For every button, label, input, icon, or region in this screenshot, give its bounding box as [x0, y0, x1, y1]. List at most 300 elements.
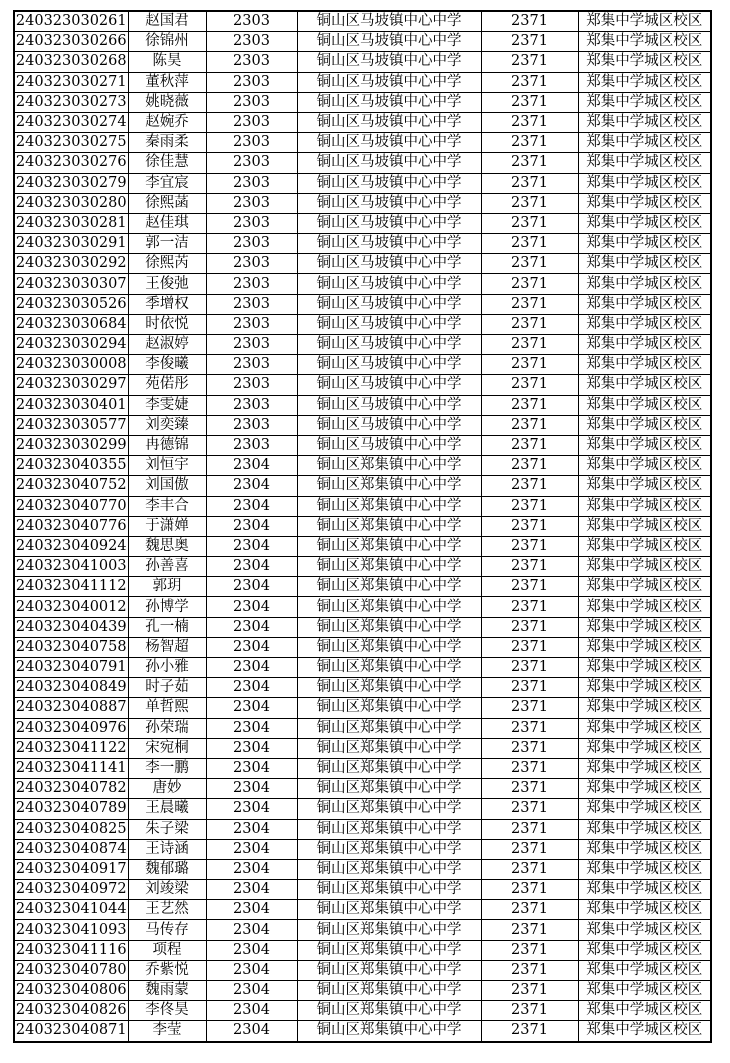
target-code-cell: 2371: [481, 415, 578, 435]
target-school-cell: 郑集中学城区校区: [578, 173, 711, 193]
table-row: [14, 557, 711, 577]
target-school-cell: 郑集中学城区校区: [578, 133, 711, 153]
target-school-cell: 郑集中学城区校区: [578, 314, 711, 334]
school-name-cell: 铜山区马坡镇中心中学: [297, 294, 481, 314]
school-name-cell: 铜山区马坡镇中心中学: [297, 112, 481, 132]
student-id-cell: 240323030274: [14, 112, 128, 132]
school-name-cell: 铜山区郑集镇中心中学: [297, 1001, 481, 1021]
table-row: [14, 32, 711, 52]
student-id-cell: 240323030684: [14, 314, 128, 334]
table-row: [14, 234, 711, 254]
class-code-cell: 2303: [206, 92, 297, 112]
target-code-cell: 2371: [481, 274, 578, 294]
student-name-cell: 李莹: [128, 1021, 206, 1042]
student-name-cell: 项程: [128, 940, 206, 960]
class-code-cell: 2304: [206, 577, 297, 597]
class-code-cell: 2304: [206, 839, 297, 859]
target-code-cell: 2371: [481, 658, 578, 678]
school-name-cell: 铜山区马坡镇中心中学: [297, 415, 481, 435]
student-name-cell: 姚晓薇: [128, 92, 206, 112]
target-code-cell: 2371: [481, 940, 578, 960]
target-school-cell: 郑集中学城区校区: [578, 153, 711, 173]
table-row: [14, 819, 711, 839]
roster-sheet: [13, 10, 710, 1043]
target-school-cell: 郑集中学城区校区: [578, 940, 711, 960]
school-name-cell: 铜山区郑集镇中心中学: [297, 496, 481, 516]
student-name-cell: 王晨曦: [128, 799, 206, 819]
table-row: [14, 839, 711, 859]
student-id-cell: 240323030268: [14, 52, 128, 72]
target-code-cell: 2371: [481, 375, 578, 395]
table-row: [14, 637, 711, 657]
school-name-cell: 铜山区郑集镇中心中学: [297, 738, 481, 758]
class-code-cell: 2303: [206, 112, 297, 132]
target-code-cell: 2371: [481, 597, 578, 617]
class-code-cell: 2303: [206, 335, 297, 355]
target-school-cell: 郑集中学城区校区: [578, 112, 711, 132]
student-name-cell: 孙荣瑞: [128, 718, 206, 738]
school-name-cell: 铜山区马坡镇中心中学: [297, 435, 481, 455]
target-school-cell: 郑集中学城区校区: [578, 658, 711, 678]
target-school-cell: 郑集中学城区校区: [578, 375, 711, 395]
target-code-cell: 2371: [481, 637, 578, 657]
school-name-cell: 铜山区郑集镇中心中学: [297, 920, 481, 940]
student-id-cell: 240323030273: [14, 92, 128, 112]
target-school-cell: 郑集中学城区校区: [578, 335, 711, 355]
student-name-cell: 徐锦州: [128, 32, 206, 52]
student-id-cell: 240323041122: [14, 738, 128, 758]
student-id-cell: 240323030526: [14, 294, 128, 314]
student-name-cell: 李丰合: [128, 496, 206, 516]
student-name-cell: 时依悦: [128, 314, 206, 334]
target-code-cell: 2371: [481, 153, 578, 173]
target-code-cell: 2371: [481, 32, 578, 52]
student-id-cell: 240323040972: [14, 880, 128, 900]
target-code-cell: 2371: [481, 456, 578, 476]
target-school-cell: 郑集中学城区校区: [578, 1021, 711, 1042]
table-row: [14, 960, 711, 980]
class-code-cell: 2303: [206, 435, 297, 455]
class-code-cell: 2303: [206, 254, 297, 274]
student-name-cell: 徐熙芮: [128, 254, 206, 274]
admission-table: [13, 10, 712, 1043]
target-school-cell: 郑集中学城区校区: [578, 880, 711, 900]
class-code-cell: 2303: [206, 72, 297, 92]
student-id-cell: 240323040825: [14, 819, 128, 839]
class-code-cell: 2304: [206, 880, 297, 900]
student-id-cell: 240323040758: [14, 637, 128, 657]
student-id-cell: 240323041003: [14, 557, 128, 577]
target-code-cell: 2371: [481, 72, 578, 92]
student-name-cell: 孔一楠: [128, 617, 206, 637]
student-id-cell: 240323030292: [14, 254, 128, 274]
school-name-cell: 铜山区郑集镇中心中学: [297, 597, 481, 617]
target-code-cell: 2371: [481, 799, 578, 819]
class-code-cell: 2303: [206, 133, 297, 153]
class-code-cell: 2304: [206, 658, 297, 678]
class-code-cell: 2303: [206, 32, 297, 52]
student-id-cell: 240323040887: [14, 698, 128, 718]
student-name-cell: 董秋萍: [128, 72, 206, 92]
target-school-cell: 郑集中学城区校区: [578, 72, 711, 92]
target-school-cell: 郑集中学城区校区: [578, 698, 711, 718]
table-row: [14, 173, 711, 193]
student-name-cell: 于潇婵: [128, 516, 206, 536]
table-row: [14, 940, 711, 960]
table-row: [14, 496, 711, 516]
class-code-cell: 2303: [206, 234, 297, 254]
student-name-cell: 孙善喜: [128, 557, 206, 577]
school-name-cell: 铜山区马坡镇中心中学: [297, 92, 481, 112]
target-code-cell: 2371: [481, 779, 578, 799]
student-name-cell: 孙博学: [128, 597, 206, 617]
school-name-cell: 铜山区郑集镇中心中学: [297, 678, 481, 698]
table-row: [14, 355, 711, 375]
target-school-cell: 郑集中学城区校区: [578, 577, 711, 597]
target-code-cell: 2371: [481, 557, 578, 577]
school-name-cell: 铜山区马坡镇中心中学: [297, 274, 481, 294]
student-id-cell: 240323040355: [14, 456, 128, 476]
class-code-cell: 2303: [206, 173, 297, 193]
class-code-cell: 2304: [206, 456, 297, 476]
table-row: [14, 738, 711, 758]
class-code-cell: 2303: [206, 294, 297, 314]
target-code-cell: 2371: [481, 738, 578, 758]
target-school-cell: 郑集中学城区校区: [578, 274, 711, 294]
student-name-cell: 李宜宸: [128, 173, 206, 193]
student-id-cell: 240323030577: [14, 415, 128, 435]
student-id-cell: 240323040012: [14, 597, 128, 617]
class-code-cell: 2304: [206, 1001, 297, 1021]
target-school-cell: 郑集中学城区校区: [578, 718, 711, 738]
table-row: [14, 395, 711, 415]
school-name-cell: 铜山区马坡镇中心中学: [297, 213, 481, 233]
school-name-cell: 铜山区马坡镇中心中学: [297, 32, 481, 52]
student-id-cell: 240323030307: [14, 274, 128, 294]
target-code-cell: 2371: [481, 335, 578, 355]
student-id-cell: 240323030266: [14, 32, 128, 52]
table-row: [14, 617, 711, 637]
student-id-cell: 240323040849: [14, 678, 128, 698]
table-row: [14, 52, 711, 72]
school-name-cell: 铜山区马坡镇中心中学: [297, 355, 481, 375]
target-code-cell: 2371: [481, 516, 578, 536]
target-code-cell: 2371: [481, 678, 578, 698]
target-code-cell: 2371: [481, 112, 578, 132]
table-row: [14, 758, 711, 778]
target-code-cell: 2371: [481, 395, 578, 415]
student-name-cell: 宋宛桐: [128, 738, 206, 758]
class-code-cell: 2303: [206, 213, 297, 233]
school-name-cell: 铜山区郑集镇中心中学: [297, 900, 481, 920]
school-name-cell: 铜山区郑集镇中心中学: [297, 819, 481, 839]
student-name-cell: 李俊曦: [128, 355, 206, 375]
student-name-cell: 魏郁璐: [128, 859, 206, 879]
target-code-cell: 2371: [481, 496, 578, 516]
school-name-cell: 铜山区郑集镇中心中学: [297, 940, 481, 960]
class-code-cell: 2304: [206, 859, 297, 879]
target-code-cell: 2371: [481, 1021, 578, 1042]
target-school-cell: 郑集中学城区校区: [578, 234, 711, 254]
table-row: [14, 799, 711, 819]
school-name-cell: 铜山区郑集镇中心中学: [297, 637, 481, 657]
target-school-cell: 郑集中学城区校区: [578, 637, 711, 657]
student-name-cell: 苑偌彤: [128, 375, 206, 395]
target-school-cell: 郑集中学城区校区: [578, 678, 711, 698]
table-row: [14, 476, 711, 496]
student-name-cell: 刘恒宇: [128, 456, 206, 476]
school-name-cell: 铜山区郑集镇中心中学: [297, 758, 481, 778]
table-row: [14, 112, 711, 132]
student-name-cell: 刘奕臻: [128, 415, 206, 435]
target-school-cell: 郑集中学城区校区: [578, 738, 711, 758]
student-id-cell: 240323030280: [14, 193, 128, 213]
school-name-cell: 铜山区马坡镇中心中学: [297, 11, 481, 32]
target-code-cell: 2371: [481, 880, 578, 900]
table-row: [14, 11, 711, 32]
student-id-cell: 240323040917: [14, 859, 128, 879]
table-row: [14, 718, 711, 738]
target-code-cell: 2371: [481, 859, 578, 879]
table-row: [14, 981, 711, 1001]
class-code-cell: 2304: [206, 799, 297, 819]
target-school-cell: 郑集中学城区校区: [578, 1001, 711, 1021]
target-school-cell: 郑集中学城区校区: [578, 900, 711, 920]
school-name-cell: 铜山区郑集镇中心中学: [297, 698, 481, 718]
class-code-cell: 2304: [206, 900, 297, 920]
target-code-cell: 2371: [481, 355, 578, 375]
student-id-cell: 240323041116: [14, 940, 128, 960]
table-row: [14, 415, 711, 435]
student-name-cell: 魏雨蒙: [128, 981, 206, 1001]
target-code-cell: 2371: [481, 920, 578, 940]
student-id-cell: 240323040976: [14, 718, 128, 738]
school-name-cell: 铜山区郑集镇中心中学: [297, 859, 481, 879]
student-name-cell: 郭玥: [128, 577, 206, 597]
table-row: [14, 859, 711, 879]
target-code-cell: 2371: [481, 1001, 578, 1021]
school-name-cell: 铜山区郑集镇中心中学: [297, 476, 481, 496]
class-code-cell: 2304: [206, 758, 297, 778]
target-school-cell: 郑集中学城区校区: [578, 52, 711, 72]
student-id-cell: 240323030276: [14, 153, 128, 173]
target-code-cell: 2371: [481, 617, 578, 637]
table-body: [14, 11, 711, 1042]
target-code-cell: 2371: [481, 254, 578, 274]
school-name-cell: 铜山区郑集镇中心中学: [297, 617, 481, 637]
table-row: [14, 213, 711, 233]
school-name-cell: 铜山区马坡镇中心中学: [297, 395, 481, 415]
student-id-cell: 240323040776: [14, 516, 128, 536]
target-code-cell: 2371: [481, 52, 578, 72]
target-code-cell: 2371: [481, 981, 578, 1001]
class-code-cell: 2304: [206, 536, 297, 556]
student-id-cell: 240323030271: [14, 72, 128, 92]
class-code-cell: 2304: [206, 718, 297, 738]
school-name-cell: 铜山区郑集镇中心中学: [297, 960, 481, 980]
table-row: [14, 456, 711, 476]
class-code-cell: 2304: [206, 940, 297, 960]
target-school-cell: 郑集中学城区校区: [578, 819, 711, 839]
student-id-cell: 240323040752: [14, 476, 128, 496]
class-code-cell: 2303: [206, 375, 297, 395]
target-school-cell: 郑集中学城区校区: [578, 839, 711, 859]
school-name-cell: 铜山区马坡镇中心中学: [297, 153, 481, 173]
target-school-cell: 郑集中学城区校区: [578, 981, 711, 1001]
class-code-cell: 2304: [206, 678, 297, 698]
class-code-cell: 2304: [206, 981, 297, 1001]
target-school-cell: 郑集中学城区校区: [578, 92, 711, 112]
target-school-cell: 郑集中学城区校区: [578, 536, 711, 556]
target-school-cell: 郑集中学城区校区: [578, 597, 711, 617]
school-name-cell: 铜山区郑集镇中心中学: [297, 536, 481, 556]
target-code-cell: 2371: [481, 234, 578, 254]
student-id-cell: 240323041112: [14, 577, 128, 597]
student-name-cell: 朱子梁: [128, 819, 206, 839]
class-code-cell: 2303: [206, 395, 297, 415]
student-id-cell: 240323030281: [14, 213, 128, 233]
class-code-cell: 2303: [206, 11, 297, 32]
target-code-cell: 2371: [481, 536, 578, 556]
school-name-cell: 铜山区郑集镇中心中学: [297, 557, 481, 577]
target-code-cell: 2371: [481, 314, 578, 334]
school-name-cell: 铜山区马坡镇中心中学: [297, 375, 481, 395]
target-school-cell: 郑集中学城区校区: [578, 415, 711, 435]
student-id-cell: 240323030279: [14, 173, 128, 193]
school-name-cell: 铜山区郑集镇中心中学: [297, 516, 481, 536]
table-row: [14, 597, 711, 617]
class-code-cell: 2304: [206, 920, 297, 940]
student-name-cell: 杨智超: [128, 637, 206, 657]
table-row: [14, 900, 711, 920]
school-name-cell: 铜山区郑集镇中心中学: [297, 658, 481, 678]
class-code-cell: 2303: [206, 153, 297, 173]
target-code-cell: 2371: [481, 960, 578, 980]
target-school-cell: 郑集中学城区校区: [578, 617, 711, 637]
student-name-cell: 王诗涵: [128, 839, 206, 859]
class-code-cell: 2304: [206, 516, 297, 536]
student-name-cell: 单哲熙: [128, 698, 206, 718]
student-id-cell: 240323040924: [14, 536, 128, 556]
table-row: [14, 375, 711, 395]
target-school-cell: 郑集中学城区校区: [578, 395, 711, 415]
student-id-cell: 240323030297: [14, 375, 128, 395]
student-name-cell: 李雯婕: [128, 395, 206, 415]
school-name-cell: 铜山区郑集镇中心中学: [297, 799, 481, 819]
table-row: [14, 880, 711, 900]
school-name-cell: 铜山区郑集镇中心中学: [297, 779, 481, 799]
student-id-cell: 240323040780: [14, 960, 128, 980]
class-code-cell: 2304: [206, 779, 297, 799]
table-row: [14, 678, 711, 698]
target-code-cell: 2371: [481, 435, 578, 455]
student-id-cell: 240323030261: [14, 11, 128, 32]
target-code-cell: 2371: [481, 294, 578, 314]
school-name-cell: 铜山区马坡镇中心中学: [297, 193, 481, 213]
student-id-cell: 240323041141: [14, 758, 128, 778]
school-name-cell: 铜山区马坡镇中心中学: [297, 133, 481, 153]
student-id-cell: 240323040791: [14, 658, 128, 678]
target-school-cell: 郑集中学城区校区: [578, 11, 711, 32]
student-name-cell: 郭一洁: [128, 234, 206, 254]
table-row: [14, 92, 711, 112]
class-code-cell: 2304: [206, 557, 297, 577]
class-code-cell: 2304: [206, 496, 297, 516]
target-school-cell: 郑集中学城区校区: [578, 557, 711, 577]
class-code-cell: 2303: [206, 52, 297, 72]
student-name-cell: 马传存: [128, 920, 206, 940]
student-name-cell: 徐佳慧: [128, 153, 206, 173]
target-code-cell: 2371: [481, 718, 578, 738]
table-row: [14, 335, 711, 355]
target-school-cell: 郑集中学城区校区: [578, 758, 711, 778]
target-code-cell: 2371: [481, 476, 578, 496]
target-code-cell: 2371: [481, 900, 578, 920]
table-row: [14, 153, 711, 173]
target-school-cell: 郑集中学城区校区: [578, 920, 711, 940]
table-row: [14, 536, 711, 556]
target-code-cell: 2371: [481, 133, 578, 153]
target-school-cell: 郑集中学城区校区: [578, 779, 711, 799]
table-row: [14, 193, 711, 213]
school-name-cell: 铜山区郑集镇中心中学: [297, 718, 481, 738]
student-name-cell: 王艺然: [128, 900, 206, 920]
student-name-cell: 陈昊: [128, 52, 206, 72]
student-name-cell: 赵国君: [128, 11, 206, 32]
student-id-cell: 240323040782: [14, 779, 128, 799]
student-id-cell: 240323040770: [14, 496, 128, 516]
student-id-cell: 240323030401: [14, 395, 128, 415]
student-id-cell: 240323030275: [14, 133, 128, 153]
student-name-cell: 唐妙: [128, 779, 206, 799]
student-name-cell: 李佟昊: [128, 1001, 206, 1021]
table-row: [14, 1001, 711, 1021]
target-code-cell: 2371: [481, 819, 578, 839]
table-row: [14, 1021, 711, 1042]
student-name-cell: 乔紫悦: [128, 960, 206, 980]
target-code-cell: 2371: [481, 577, 578, 597]
table-row: [14, 577, 711, 597]
class-code-cell: 2304: [206, 1021, 297, 1042]
student-name-cell: 魏思奥: [128, 536, 206, 556]
target-code-cell: 2371: [481, 11, 578, 32]
target-code-cell: 2371: [481, 698, 578, 718]
student-id-cell: 240323030291: [14, 234, 128, 254]
target-school-cell: 郑集中学城区校区: [578, 799, 711, 819]
school-name-cell: 铜山区马坡镇中心中学: [297, 335, 481, 355]
table-row: [14, 133, 711, 153]
target-code-cell: 2371: [481, 173, 578, 193]
student-name-cell: 李一鹏: [128, 758, 206, 778]
target-school-cell: 郑集中学城区校区: [578, 496, 711, 516]
school-name-cell: 铜山区郑集镇中心中学: [297, 456, 481, 476]
student-id-cell: 240323040874: [14, 839, 128, 859]
student-name-cell: 刘竣梁: [128, 880, 206, 900]
student-id-cell: 240323040806: [14, 981, 128, 1001]
target-school-cell: 郑集中学城区校区: [578, 294, 711, 314]
target-school-cell: 郑集中学城区校区: [578, 516, 711, 536]
table-row: [14, 294, 711, 314]
table-row: [14, 254, 711, 274]
school-name-cell: 铜山区马坡镇中心中学: [297, 314, 481, 334]
table-row: [14, 779, 711, 799]
student-name-cell: 王俊弛: [128, 274, 206, 294]
school-name-cell: 铜山区郑集镇中心中学: [297, 880, 481, 900]
student-id-cell: 240323030294: [14, 335, 128, 355]
table-row: [14, 274, 711, 294]
target-school-cell: 郑集中学城区校区: [578, 32, 711, 52]
table-row: [14, 920, 711, 940]
